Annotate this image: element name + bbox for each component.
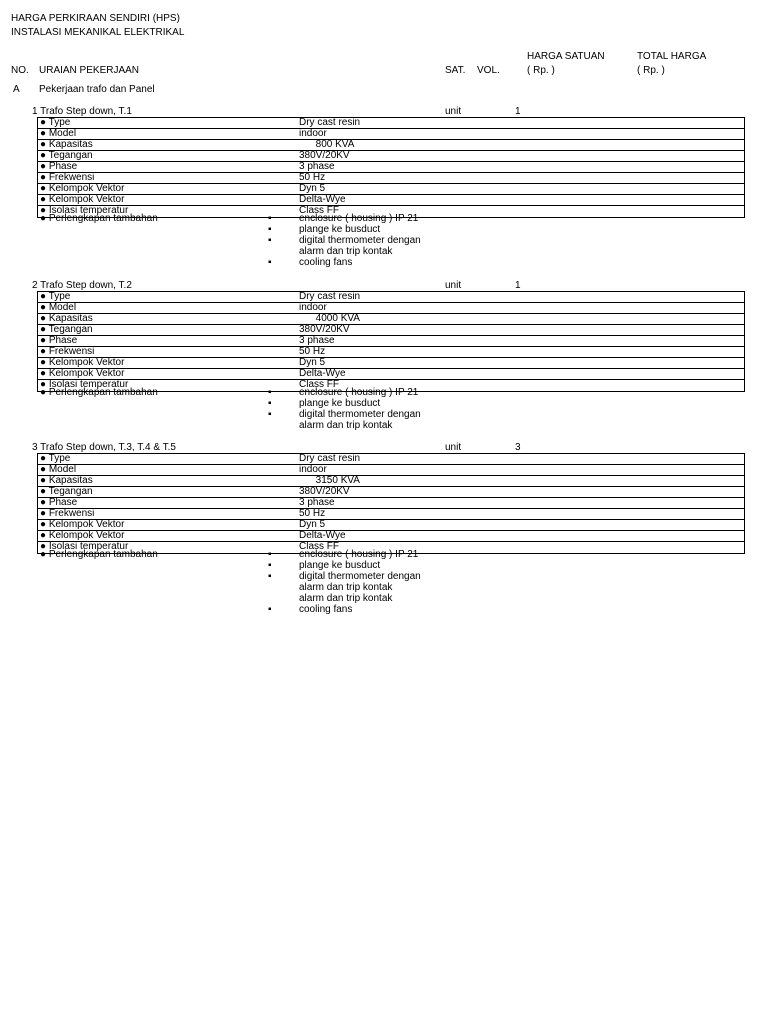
bullet-icon: ▪ <box>268 560 272 571</box>
spec-value: Delta-Wye <box>299 368 346 379</box>
extras-list <box>40 549 460 615</box>
col-sat: SAT. <box>445 65 466 76</box>
spec-row <box>38 314 744 325</box>
bullet-icon: ▪ <box>268 213 272 224</box>
spec-row <box>38 498 744 509</box>
spec-label: ● Frekwensi <box>40 172 95 183</box>
spec-value: 50 Hz <box>299 508 326 519</box>
spec-label: ● Phase <box>40 335 78 346</box>
spec-label: ● Isolasi temperatur <box>40 205 129 216</box>
spec-row <box>38 520 744 531</box>
col-harga-satuan-unit: ( Rp. ) <box>527 65 555 76</box>
spec-value: Dyn 5 <box>299 357 326 368</box>
spec-label: ● Tegangan <box>40 150 93 161</box>
bullet-icon: ▪ <box>268 549 272 560</box>
spec-label: ● Type <box>40 117 71 128</box>
spec-row <box>38 358 744 369</box>
extras-label: ● Perlengkapan tambahan <box>40 549 158 560</box>
spec-label: ● Kapasitas <box>40 475 93 486</box>
col-total-harga-unit: ( Rp. ) <box>637 65 665 76</box>
item-vol: 1 <box>515 106 521 117</box>
spec-row <box>38 325 744 336</box>
item-vol: 3 <box>515 442 521 453</box>
spec-row <box>38 476 744 487</box>
item-title: 3 Trafo Step down, T.3, T.4 & T.5 <box>32 442 176 453</box>
spec-row <box>38 162 744 173</box>
spec-value: 380V/20KV <box>299 324 350 335</box>
spec-label: ● Model <box>40 302 77 313</box>
spec-row <box>38 336 744 347</box>
bullet-icon: ▪ <box>268 398 272 409</box>
spec-label: ● Kelompok Vektor <box>40 368 125 379</box>
extra-text: digital thermometer dengan <box>299 571 421 582</box>
spec-value: Dry cast resin <box>299 117 361 128</box>
spec-row <box>38 454 744 465</box>
item-sat: unit <box>445 442 462 453</box>
list-item <box>40 560 460 571</box>
spec-value: Delta-Wye <box>299 530 346 541</box>
spec-row <box>38 292 744 303</box>
spec-label: ● Kelompok Vektor <box>40 357 125 368</box>
col-harga-satuan: HARGA SATUAN <box>527 51 605 62</box>
extra-text: enclosure ( housing ) IP 21 <box>299 213 419 224</box>
spec-value: Dyn 5 <box>299 183 326 194</box>
list-item <box>40 387 460 398</box>
spec-value: 3 phase <box>299 335 335 346</box>
spec-row <box>38 184 744 195</box>
extra-text: cooling fans <box>299 604 353 615</box>
extra-text: cooling fans <box>299 257 353 268</box>
spec-label: ● Model <box>40 464 77 475</box>
spec-label: ● Tegangan <box>40 486 93 497</box>
list-item <box>40 593 460 604</box>
spec-label: ● Frekwensi <box>40 346 95 357</box>
spec-value: 4000 KVA <box>299 313 360 324</box>
list-item <box>40 582 460 593</box>
spec-label: ● Kapasitas <box>40 139 93 150</box>
spec-row <box>38 369 744 380</box>
spec-row <box>38 531 744 542</box>
extra-text: alarm dan trip kontak <box>299 582 393 593</box>
extra-text: enclosure ( housing ) IP 21 <box>299 549 419 560</box>
spec-row <box>38 140 744 151</box>
spec-value: Dyn 5 <box>299 519 326 530</box>
spec-label: ● Phase <box>40 161 78 172</box>
spec-row <box>38 487 744 498</box>
spec-row <box>38 129 744 140</box>
extras-label: ● Perlengkapan tambahan <box>40 387 158 398</box>
extra-text: alarm dan trip kontak <box>299 246 393 257</box>
spec-row <box>38 173 744 184</box>
spec-label: ● Isolasi temperatur <box>40 379 129 390</box>
list-item <box>40 246 460 257</box>
list-item <box>40 604 460 615</box>
spec-table <box>37 291 745 392</box>
list-item <box>40 420 460 431</box>
spec-value: 380V/20KV <box>299 486 350 497</box>
spec-value: 50 Hz <box>299 172 326 183</box>
spec-label: ● Phase <box>40 497 78 508</box>
spec-row <box>38 465 744 476</box>
extra-text: plange ke busduct <box>299 560 381 571</box>
list-item <box>40 549 460 560</box>
spec-value: Delta-Wye <box>299 194 346 205</box>
list-item <box>40 571 460 582</box>
item-sat: unit <box>445 106 462 117</box>
bullet-icon: ▪ <box>268 224 272 235</box>
spec-value: 3150 KVA <box>299 475 360 486</box>
col-no: NO. <box>11 65 29 76</box>
extra-text: plange ke busduct <box>299 398 381 409</box>
extra-text: digital thermometer dengan <box>299 235 421 246</box>
spec-table <box>37 117 745 218</box>
spec-label: ● Model <box>40 128 77 139</box>
spec-label: ● Kelompok Vektor <box>40 194 125 205</box>
spec-value: Dry cast resin <box>299 291 361 302</box>
spec-value: Dry cast resin <box>299 453 361 464</box>
list-item <box>40 398 460 409</box>
spec-value: 800 KVA <box>299 139 355 150</box>
col-uraian: URAIAN PEKERJAAN <box>39 65 140 76</box>
spec-label: ● Kapasitas <box>40 313 93 324</box>
spec-label: ● Frekwensi <box>40 508 95 519</box>
item-title: 2 Trafo Step down, T.2 <box>32 280 132 291</box>
list-item <box>40 409 460 420</box>
section-title: Pekerjaan trafo dan Panel <box>39 84 155 95</box>
spec-row <box>38 303 744 314</box>
spec-label: ● Isolasi temperatur <box>40 541 129 552</box>
extra-text: digital thermometer dengan <box>299 409 421 420</box>
col-vol: VOL. <box>477 65 500 76</box>
spec-value: 3 phase <box>299 497 335 508</box>
item-sat: unit <box>445 280 462 291</box>
spec-row <box>38 347 744 358</box>
spec-row <box>38 509 744 520</box>
bullet-icon: ▪ <box>268 387 272 398</box>
bullet-icon: ▪ <box>268 604 272 615</box>
spec-label: ● Kelompok Vektor <box>40 183 125 194</box>
extras-list <box>40 213 460 268</box>
spec-label: ● Tegangan <box>40 324 93 335</box>
document-title: HARGA PERKIRAAN SENDIRI (HPS) <box>11 13 180 24</box>
item-title: 1 Trafo Step down, T.1 <box>32 106 132 117</box>
spec-value: 3 phase <box>299 161 335 172</box>
bullet-icon: ▪ <box>268 571 272 582</box>
spec-value: 50 Hz <box>299 346 326 357</box>
spec-label: ● Type <box>40 291 71 302</box>
spec-row <box>38 118 744 129</box>
spec-label: ● Kelompok Vektor <box>40 530 125 541</box>
spec-value: Class FF <box>299 541 339 552</box>
item-vol: 1 <box>515 280 521 291</box>
bullet-icon: ▪ <box>268 409 272 420</box>
spec-value: Class FF <box>299 379 339 390</box>
spec-label: ● Kelompok Vektor <box>40 519 125 530</box>
bullet-icon: ▪ <box>268 257 272 268</box>
spec-value: 380V/20KV <box>299 150 350 161</box>
list-item <box>40 213 460 224</box>
spec-row <box>38 195 744 206</box>
extra-text: enclosure ( housing ) IP 21 <box>299 387 419 398</box>
list-item <box>40 224 460 235</box>
extras-label: ● Perlengkapan tambahan <box>40 213 158 224</box>
spec-table <box>37 453 745 554</box>
extras-list <box>40 387 460 431</box>
spec-value: indoor <box>299 128 327 139</box>
list-item <box>40 235 460 246</box>
extra-text: alarm dan trip kontak <box>299 593 393 604</box>
spec-row <box>38 151 744 162</box>
list-item <box>40 257 460 268</box>
extra-text: alarm dan trip kontak <box>299 420 393 431</box>
spec-value: indoor <box>299 464 327 475</box>
spec-value: Class FF <box>299 205 339 216</box>
section-letter: A <box>13 84 20 95</box>
spec-value: indoor <box>299 302 327 313</box>
document-subtitle: INSTALASI MEKANIKAL ELEKTRIKAL <box>11 27 185 38</box>
spec-label: ● Type <box>40 453 71 464</box>
bullet-icon: ▪ <box>268 235 272 246</box>
extra-text: plange ke busduct <box>299 224 381 235</box>
col-total-harga: TOTAL HARGA <box>637 51 707 62</box>
